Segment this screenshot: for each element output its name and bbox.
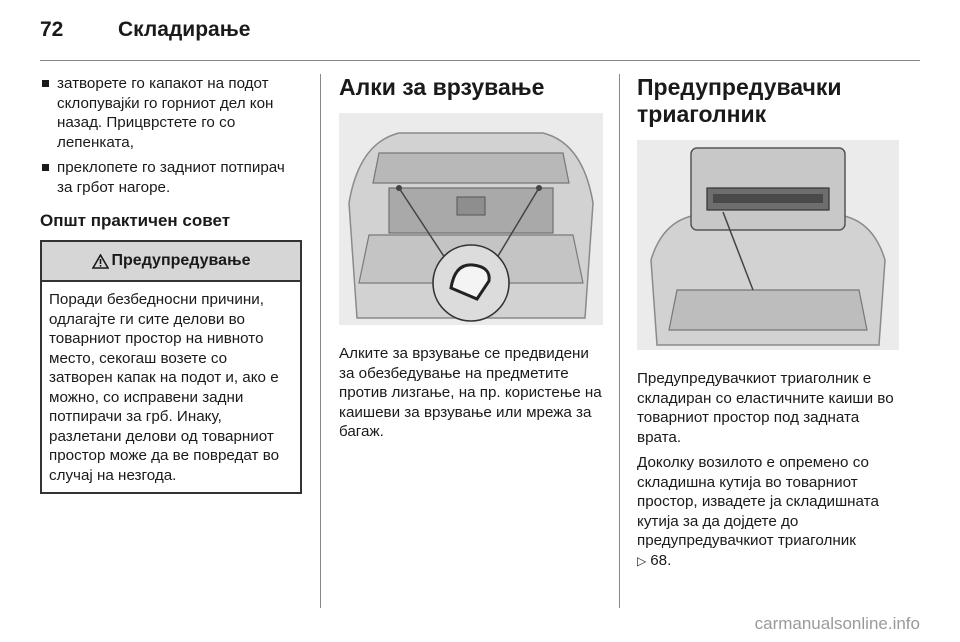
bullet-list <box>40 74 302 197</box>
triangle-location-text: Предупредувачкиот триаголник е складиран со еластичните каиши во товарниот простор под задната врата. <box>637 370 894 446</box>
warning-body: Поради безбедносни причини, одлагајте ги сите делови во товарниот простор на нивното место, секогаш возете со затворен капак на подот и, ако е можно, со исправени задни потпирачи за грб. Инаку, разлетани делови од товарниот простор може да ве повредат во случај на незгода. <box>49 291 280 484</box>
page-reference-icon: ▷ <box>637 553 647 568</box>
page-header <box>40 18 250 42</box>
column-divider <box>320 74 321 608</box>
column-divider <box>619 74 620 608</box>
storage-box-text <box>637 453 899 571</box>
storage-box-text-body: Доколку возилото е опремено со складишна кутија во товарниот простор, извадете ја складишната кутија за да дојдете до предупредувачкиот триаголник <box>637 454 879 549</box>
warning-title: Предупредување <box>111 252 251 269</box>
warning-triangle-storage-illustration <box>637 140 899 350</box>
section-heading: Предупредувачки триаголник <box>637 74 842 127</box>
column-1 <box>40 74 302 494</box>
header-rule <box>40 60 920 61</box>
warning-header <box>42 242 300 282</box>
list-item: преклопете го задниот потпирач за грбот нагоре. <box>40 158 302 197</box>
column-3 <box>637 74 899 577</box>
list-item: затворете го капакот на подот склопувајќи го горниот дел кон назад. Прицврстете го со лепенката, <box>40 74 302 152</box>
page-title: Складирање <box>118 18 251 41</box>
warning-box <box>40 240 302 494</box>
column-2 <box>339 74 603 448</box>
watermark: carmanualsonline.info <box>754 614 920 633</box>
section-heading: Општ практичен совет <box>40 211 231 230</box>
lashing-eyes-illustration <box>339 113 603 325</box>
lashing-eyes-text: Алките за врзување се предвидени за обезбедување на предметите против лизгање, на пр. користење на каишеви за врзување или мрежа за багаж. <box>339 345 602 440</box>
warning-triangle-icon <box>92 254 109 269</box>
page-number: 72 <box>40 18 64 41</box>
section-heading: Алки за врзување <box>339 74 545 100</box>
page-reference[interactable]: 68. <box>650 551 672 569</box>
